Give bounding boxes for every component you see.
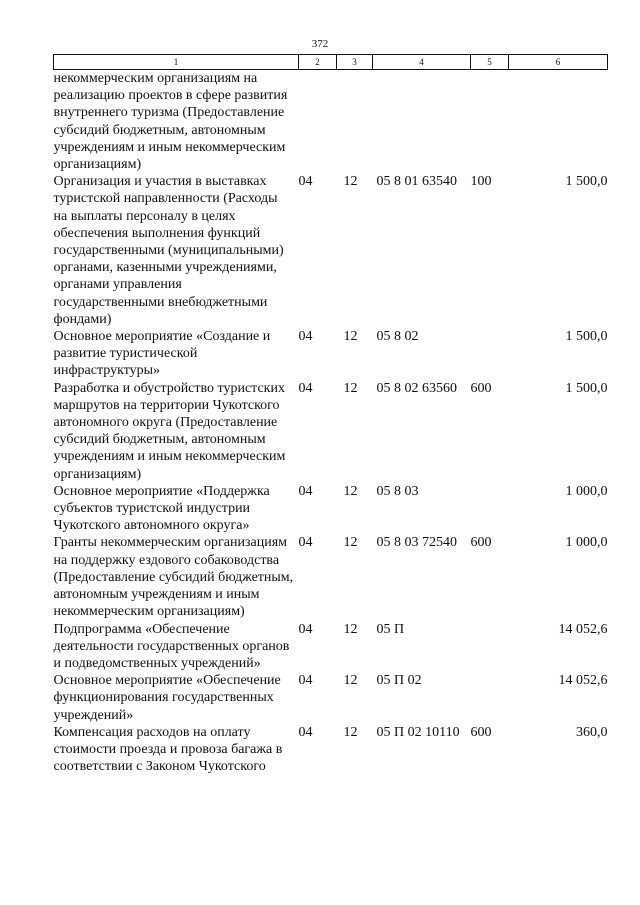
row-target-article: 05 8 02 — [376, 329, 419, 345]
row-amount: 1 500,0 — [565, 329, 608, 345]
row-name: Основное мероприятие «Поддержка субъектов туристской индустрии Чукотского автономного округа» — [53, 483, 270, 534]
table-row — [54, 724, 608, 776]
row-expense-type — [471, 328, 509, 380]
row-subsection: 12 — [343, 535, 358, 551]
row-expense-type: 100 — [470, 174, 492, 190]
table-row — [54, 534, 608, 620]
budget-table — [53, 54, 608, 775]
row-name: Основное мероприятие «Создание и развитие туристической инфраструктуры» — [53, 329, 271, 379]
row-amount: 1 000,0 — [565, 483, 608, 499]
table-row — [54, 173, 608, 328]
table-row — [54, 483, 608, 535]
row-section: 04 — [298, 329, 313, 345]
row-target-article: 05 П — [376, 621, 405, 637]
row-name: Разработка и обустройство туристских маршрутов на территории Чукотского автономного округа (Предоставление субсидий бюджетным, автономным учреждениям и иным некоммерческим организациям) — [53, 380, 286, 482]
header-col-3: 3 — [337, 55, 373, 70]
row-amount: 14 052,6 — [558, 621, 608, 637]
row-section: 04 — [298, 724, 313, 740]
column-number-header — [54, 55, 608, 70]
row-expense-type: 600 — [470, 724, 492, 740]
row-name: Компенсация расходов на оплату стоимости проезда и провоза багажа в соответствии с Законом Чукотского — [53, 724, 283, 775]
row-subsection: 12 — [343, 329, 358, 345]
row-target-article: 05 8 03 72540 — [376, 535, 457, 551]
row-section: 04 — [298, 483, 313, 499]
row-amount — [509, 70, 608, 174]
row-target-article: 05 П 02 10110 — [376, 724, 460, 740]
row-target-article: 05 8 02 63560 — [376, 380, 457, 396]
table-row — [54, 672, 608, 724]
row-section: 04 — [298, 673, 313, 689]
row-subsection: 12 — [343, 483, 358, 499]
row-amount: 1 500,0 — [565, 380, 608, 396]
row-amount: 14 052,6 — [558, 673, 608, 689]
row-name: Подпрограмма «Обеспечение деятельности государственных органов и подведомственных учреждений» — [53, 621, 290, 671]
header-col-6: 6 — [509, 55, 608, 70]
header-col-4: 4 — [373, 55, 471, 70]
row-section: 04 — [298, 380, 313, 396]
row-expense-type — [471, 483, 509, 535]
header-col-5: 5 — [471, 55, 509, 70]
row-amount: 1 000,0 — [565, 535, 608, 551]
row-section: 04 — [298, 621, 313, 637]
row-subsection — [337, 70, 373, 174]
row-name: некоммерческим организациям на реализацию проектов в сфере развития внутреннего туризма (Предоставление субсидий бюджетным, автономным учреждениям и иным некоммерческим организациям) — [53, 71, 288, 173]
row-expense-type: 600 — [470, 535, 492, 551]
row-target-article: 05 8 03 — [376, 483, 419, 499]
page-number: 372 — [311, 38, 329, 50]
row-section: 04 — [298, 174, 313, 190]
row-subsection: 12 — [343, 174, 358, 190]
row-expense-type — [471, 621, 509, 673]
row-section — [299, 70, 337, 174]
row-amount: 360,0 — [576, 724, 608, 740]
row-subsection: 12 — [343, 724, 358, 740]
row-section: 04 — [298, 535, 313, 551]
row-name: Основное мероприятие «Обеспечение функционирования государственных учреждений» — [53, 673, 281, 723]
row-subsection: 12 — [343, 380, 358, 396]
row-target-article: 05 8 01 63540 — [376, 174, 457, 190]
table-row — [54, 328, 608, 380]
row-name: Организация и участия в выставках туристской направленности (Расходы на выплаты персоналу в целях обеспечения выполнения функций государственными (муниципальными) органами, казенными учреждениями, органами управления государственными внебюджетными фондами) — [53, 174, 284, 327]
row-target-article — [373, 70, 471, 174]
row-expense-type — [471, 672, 509, 724]
row-expense-type: 600 — [470, 380, 492, 396]
header-col-1: 1 — [54, 55, 299, 70]
row-name: Гранты некоммерческим организациям на поддержку ездового собаководства (Предоставление субсидий бюджетным, автономным учреждениям и иным некоммерческим организациям) — [53, 535, 294, 620]
table-row — [54, 70, 608, 174]
header-col-2: 2 — [299, 55, 337, 70]
row-subsection: 12 — [343, 621, 358, 637]
table-row — [54, 621, 608, 673]
row-subsection: 12 — [343, 673, 358, 689]
row-expense-type — [471, 70, 509, 174]
row-target-article: 05 П 02 — [376, 673, 422, 689]
row-amount: 1 500,0 — [565, 174, 608, 190]
table-row — [54, 380, 608, 483]
